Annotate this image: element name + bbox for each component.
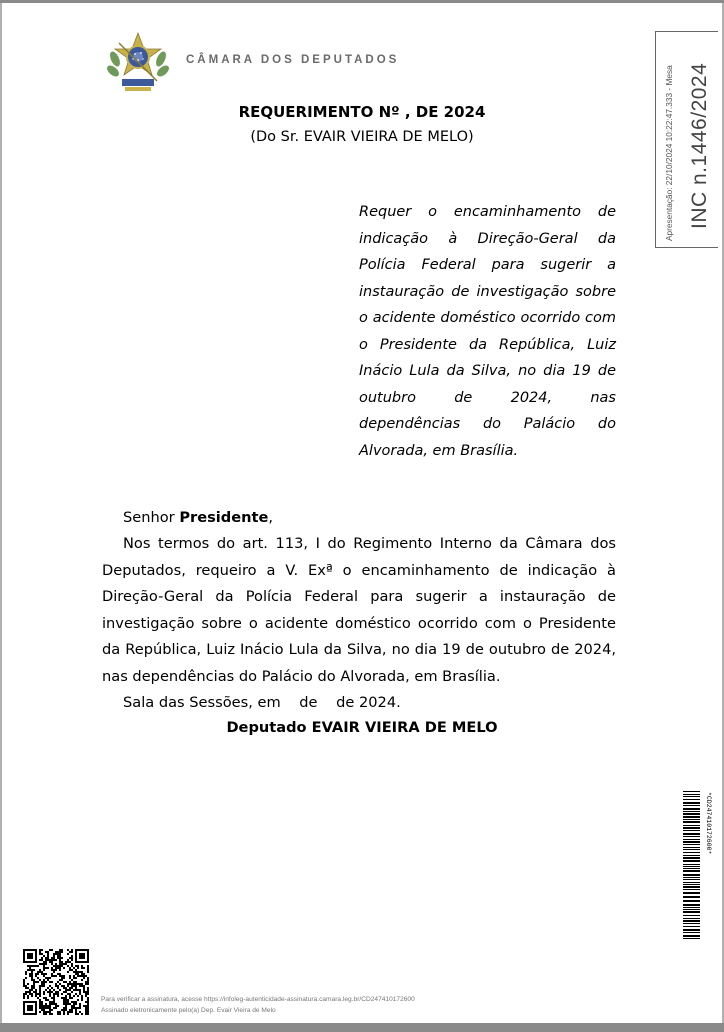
greeting-title: Presidente: [179, 509, 269, 526]
greeting-prefix: Senhor: [123, 509, 180, 526]
verification-note: [101, 994, 415, 1016]
author-line: (Do Sr. EVAIR VIEIRA DE MELO): [250, 129, 474, 145]
qr-code: [23, 949, 89, 1015]
ementa-summary: Requer o encaminhamento de indicação à Direção-Geral da Polícia Federal para sugerir a instauração de investigação sobre o acidente doméstico ocorrido com o Presidente da República, Luiz Inácio Lula da Silva, no dia 19 de outubro de 2024, nas dependências do Palácio do Alvorada, em Brasília.: [359, 204, 616, 459]
barcode-code: *CD247410172600*: [705, 792, 712, 855]
closing-line: Sala das Sessões, em de de 2024.: [123, 694, 401, 711]
protocol-number: INC n.1446/2024: [688, 62, 711, 229]
presentation-date: Apresentação: 22/10/2024 10:22:47.333 - Mesa: [664, 65, 674, 241]
verify-url-text: Para verificar a assinatura, acesse https://infoleg-autenticidade-assinatura.camara.leg.br/CD247410172600: [101, 996, 415, 1003]
coat-of-arms-of-brazil-icon: [105, 29, 171, 95]
chamber-name: CÂMARA DOS DEPUTADOS: [186, 54, 400, 66]
signature: Deputado EVAIR VIEIRA DE MELO: [226, 719, 498, 736]
greeting-suffix: ,: [268, 509, 274, 526]
document-title: REQUERIMENTO Nº , DE 2024: [238, 103, 486, 121]
greeting: [102, 505, 616, 532]
body-paragraph: Nos termos do art. 113, I do Regimento Interno da Câmara dos Deputados, requeiro a V. Exª o encaminhamento de indicação à Direção-Geral da Polícia Federal para sugerir a instauração de investigação sobre o acidente doméstico ocorrido com o Presidente da República, Luiz Inácio Lula da Silva, no dia 19 de outubro de 2024, nas dependências do Palácio do Alvorada, em Brasília.: [102, 535, 616, 685]
signed-by-text: Assinado eletronicamente pelo(a) Dep. Evair Vieira de Melo: [101, 1007, 276, 1014]
barcode: [683, 791, 712, 941]
